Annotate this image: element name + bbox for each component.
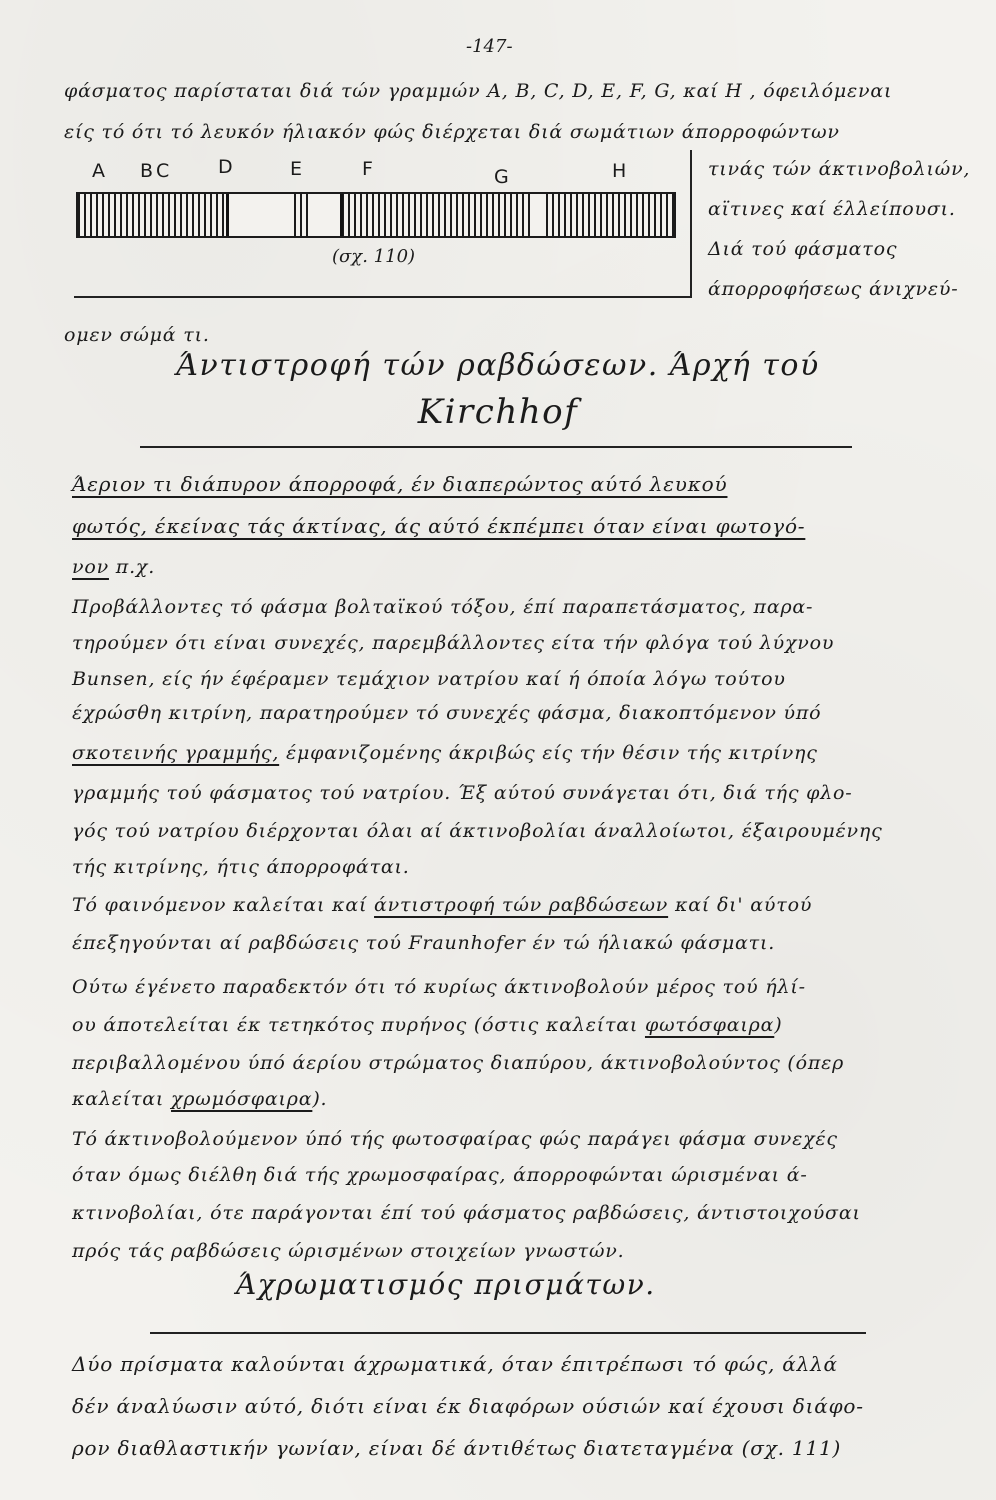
spectrum-letter-c: C [156,160,170,182]
paragraph-line: ου άποτελείται έκ τετηκότος πυρήνος (όστις καλείται φωτόσφαιρα) [72,1014,783,1036]
heading-rule [140,446,852,448]
absorption-spectrum-bar [76,192,676,238]
law-statement-line: Άεριον τι διάπυρον άπορροφά, έν διαπερώντος αύτό λευκού [72,472,728,496]
figure-side-line: αϊτινες καί έλλείπουσι. [708,198,956,220]
paragraph-line: γραμμής τού φάσματος τού νατρίου. Έξ αύτού συνάγεται ότι, διά τής φλο- [72,782,853,804]
heading-reversal: Άντιστροφή τών ραβδώσεων. Άρχή τού [176,348,820,383]
paragraph-line: Προβάλλοντες τό φάσμα βολταϊκού τόξου, έπί παραπετάσματος, παρα- [72,596,814,618]
paragraph-line: έχρώσθη κιτρίνη, παρατηρούμεν τό συνεχές φάσμα, διακοπτόμενον ύπό [72,702,822,724]
intro-line: φάσματος παρίσταται διά τών γραμμών A, B, C, D, E, F, G, καί H , όφειλόμεναι [64,80,893,102]
paragraph-line: τηρούμεν ότι είναι συνεχές, παρεμβάλλοντες είτα τήν φλόγα τού λύχνου [72,632,835,654]
paragraph-line: όταν όμως διέλθη διά τής χρωμοσφαίρας, άπορροφώνται ώρισμέναι ά- [72,1164,808,1186]
paragraph-line: Τό άκτινοβολούμενον ύπό τής φωτοσφαίρας φώς παράγει φάσμα συνεχές [72,1128,838,1150]
paragraph-line: γός τού νατρίου διέρχονται όλαι αί άκτινοβολίαι άναλλοίωτοι, έξαιρουμένης [72,820,883,842]
paragraph-line: περιβαλλομένου ύπό άερίου στρώματος διαπύρου, άκτινοβολούντος (όπερ [72,1052,845,1074]
underlined-fragment: χρωμόσφαιρα [171,1088,313,1110]
paragraph-line: Bunsen, είς ήν έφέραμεν τεμάχιον νατρίου καί ή όποία λόγω τούτου [72,668,786,690]
intro-line: είς τό ότι τό λευκόν ήλιακόν φώς διέρχεται διά σωμάτιων άπορροφώντων [64,121,840,143]
underlined-fragment: νον [72,556,109,578]
underlined-fragment: σκοτεινής γραμμής, [72,742,280,764]
figure-side-line: άπορροφήσεως άνιχνεύ- [708,278,959,300]
heading-kirchhof: Kirchhof [417,392,579,432]
paragraph-line: καλείται χρωμόσφαιρα). [72,1088,328,1110]
paragraph-line: ρον διαθλαστικήν γωνίαν, είναι δέ άντιθέτως διατεταγμένα (σχ. 111) [72,1436,842,1460]
spectrum-letter-g: G [494,166,509,188]
underlined-fragment: φωτόσφαιρα [644,1014,775,1036]
paragraph-line: Τό φαινόμενον καλείται καί άντιστροφή τών ραβδώσεων καί δι' αύτού [72,894,813,916]
figure-side-line: τινάς τών άκτινοβολιών, [708,158,971,180]
underlined-fragment: άντιστροφή τών ραβδώσεων [374,894,669,916]
paragraph-line: πρός τάς ραβδώσεις ώρισμένων στοιχείων γνωστών. [72,1240,625,1262]
spectrum-letter-e: E [290,158,303,180]
spectrum-letter-b: B [140,160,154,182]
law-statement-line: φωτός, έκείνας τάς άκτίνας, άς αύτό έκπέμπει όταν είναι φωτογό- [72,514,806,538]
paragraph-line: Ούτω έγένετο παραδεκτόν ότι τό κυρίως άκτινοβολούν μέρος τού ήλί- [72,976,806,998]
page-number: -147- [466,36,513,57]
paragraph-line: Δύο πρίσματα καλούνται άχρωματικά, όταν έπιτρέπωσι τό φώς, άλλά [72,1352,838,1376]
figure-caption: (σχ. 110) [332,246,416,267]
spectrum-letter-d: D [218,156,233,178]
paragraph-line: δέν άναλύωσιν αύτό, διότι είναι έκ διαφόρων ούσιών καί έχουσι διάφο- [72,1394,864,1418]
paragraph-line: σκοτεινής γραμμής, έμφανιζομένης άκριβώς είς τήν θέσιν τής κιτρίνης [72,742,818,764]
paragraph-line: τής κιτρίνης, ήτις άπορροφάται. [72,856,410,878]
spectrum-letter-h: H [612,160,627,182]
spectrum-letter-f: F [362,158,373,180]
heading-achromatism: Άχρωματισμός πρισμάτων. [236,1268,656,1301]
spectrum-letter-a: A [92,160,105,182]
figure-divider [690,150,692,296]
heading-rule [150,1332,866,1334]
figure-side-line: Διά τού φάσματος [708,238,898,260]
paragraph-line: νον π.χ. [72,556,156,578]
after-figure-line: ομεν σώμά τι. [64,324,210,346]
paragraph-line: έπεξηγούνται αί ραβδώσεις τού Fraunhofer έν τώ ήλιακώ φάσματι. [72,932,776,954]
paragraph-line: κτινοβολίαι, ότε παράγονται έπί τού φάσματος ραβδώσεις, άντιστοιχούσαι [72,1202,861,1224]
figure-baseline [74,296,692,298]
